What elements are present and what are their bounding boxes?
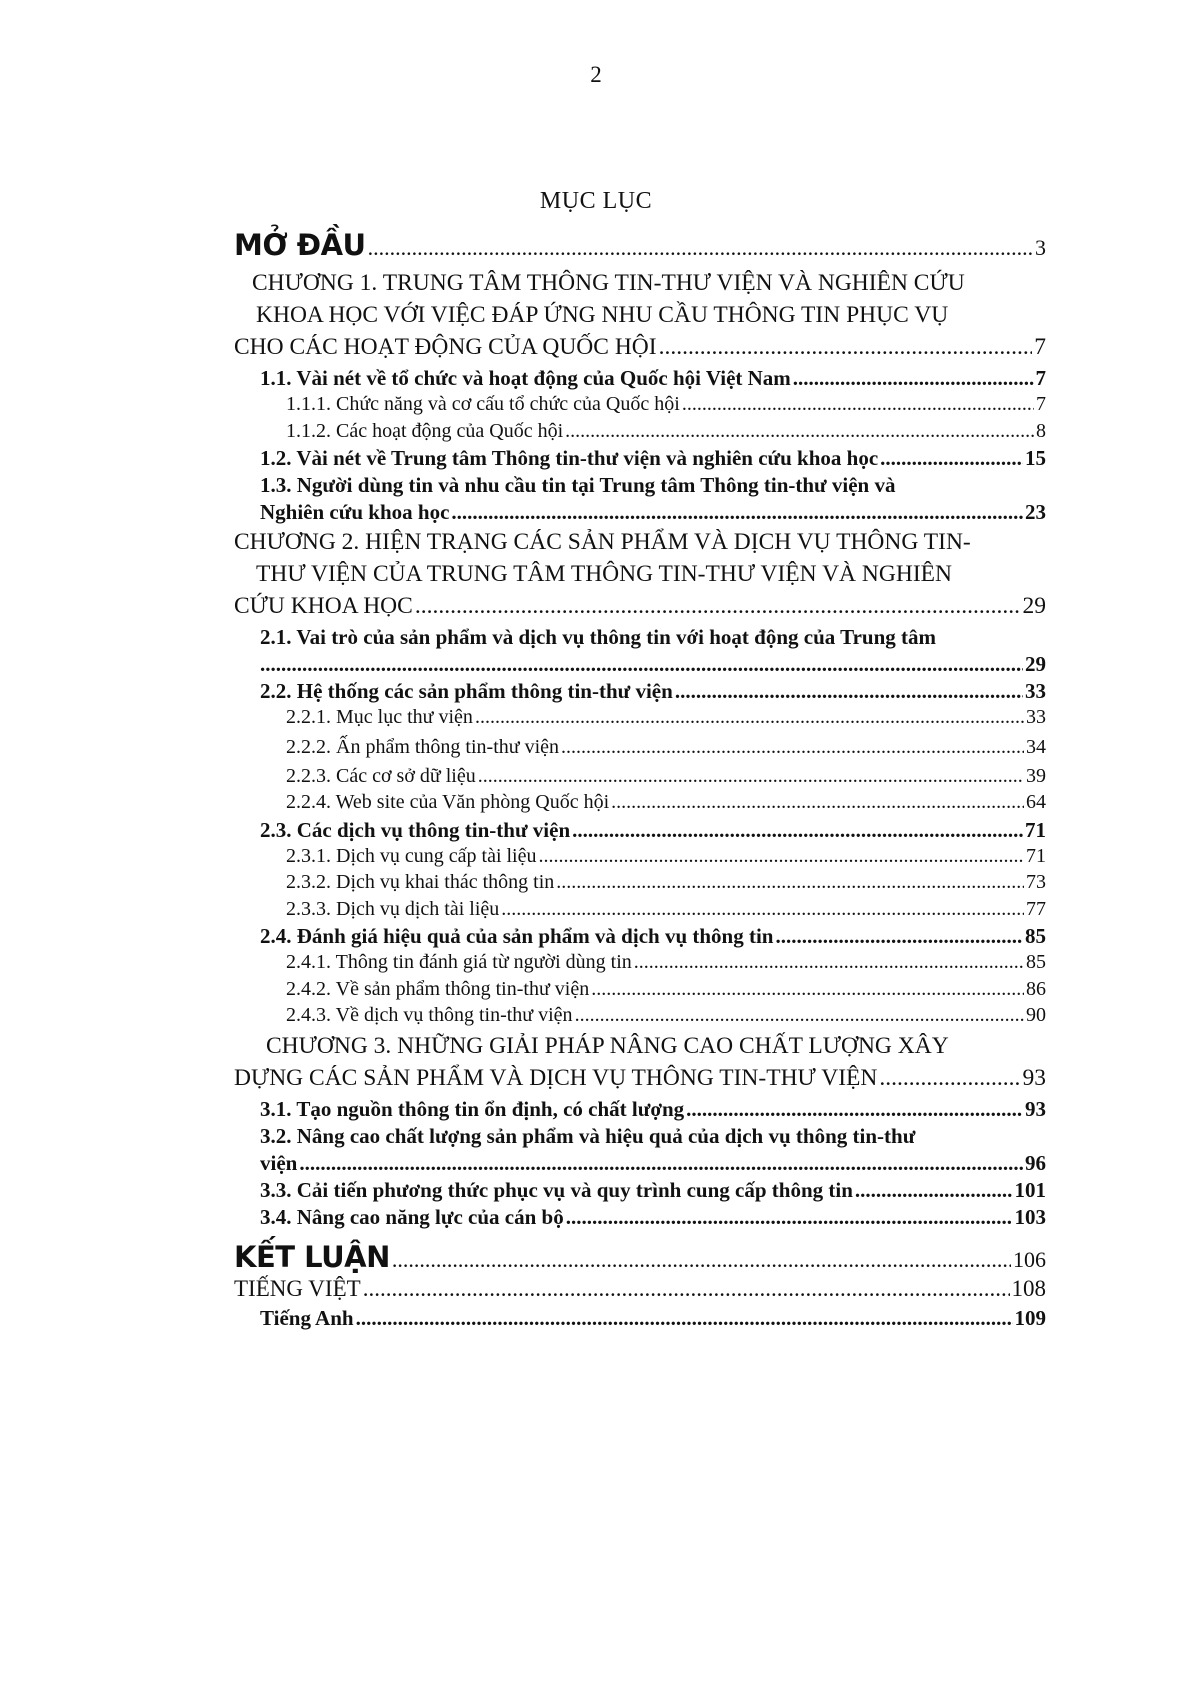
- entry-page: 3: [1035, 235, 1046, 260]
- entry-page: 86: [1026, 977, 1046, 1000]
- dot-leader: [634, 951, 1024, 974]
- dot-leader: [659, 334, 1033, 361]
- toc-entry-2-3-2[interactable]: [234, 871, 1046, 898]
- entry-page: 7: [1034, 334, 1046, 360]
- dot-leader: [776, 924, 1024, 949]
- dot-leader: [260, 652, 1023, 677]
- entry-page: 71: [1025, 817, 1046, 842]
- toc-entry-3-2[interactable]: [234, 1124, 1046, 1178]
- entry-label: 2.3.3. Dịch vụ dịch tài liệu: [286, 897, 500, 920]
- toc-entry-2-2-2[interactable]: [234, 733, 1046, 765]
- entry-page: 109: [1014, 1305, 1046, 1330]
- dot-leader: [501, 898, 1024, 921]
- toc-entry-2-4-1[interactable]: [234, 951, 1046, 978]
- toc-entry-3-4[interactable]: [234, 1205, 1046, 1232]
- entry-page: 39: [1026, 764, 1046, 787]
- dot-leader: [591, 978, 1024, 1001]
- entry-label: 2.3.1. Dịch vụ cung cấp tài liệu: [286, 844, 537, 867]
- toc-entry-chapter-3[interactable]: [234, 1033, 1046, 1097]
- toc-entry-1-1-1[interactable]: [234, 393, 1046, 420]
- entry-page: 71: [1026, 844, 1046, 867]
- entry-label: 2.3. Các dịch vụ thông tin-thư viện: [260, 817, 571, 842]
- table-of-contents: [234, 228, 1046, 1333]
- dot-leader: [682, 393, 1034, 416]
- toc-entry-tieng-viet[interactable]: [234, 1276, 1046, 1306]
- entry-label: 2.2.1. Mục lục thư viện: [286, 706, 473, 728]
- entry-label: 2.4.3. Về dịch vụ thông tin-thư viện: [286, 1004, 573, 1026]
- dot-leader: [575, 1004, 1024, 1027]
- entry-label: 3.3. Cải tiến phương thức phục vụ và quy trình cung cấp thông tin: [260, 1177, 853, 1202]
- toc-entry-mo-dau[interactable]: [234, 228, 1046, 264]
- toc-entry-tieng-anh[interactable]: [234, 1306, 1046, 1333]
- toc-entry-3-1[interactable]: [234, 1097, 1046, 1124]
- toc-entry-1-2[interactable]: [234, 446, 1046, 473]
- entry-label: Nghiên cứu khoa học: [260, 500, 450, 524]
- toc-entry-2-1[interactable]: [234, 625, 1046, 679]
- toc-entry-2-2[interactable]: [234, 679, 1046, 706]
- entry-page: 101: [1014, 1177, 1046, 1202]
- dot-leader: [855, 1178, 1013, 1203]
- toc-entry-2-2-3[interactable]: [234, 765, 1046, 792]
- entry-page: 7: [1035, 366, 1046, 390]
- entry-page: 93: [1025, 1096, 1046, 1121]
- toc-entry-2-3-1[interactable]: [234, 845, 1046, 872]
- dot-leader: [879, 1065, 1020, 1092]
- dot-leader: [451, 500, 1023, 525]
- toc-entry-ket-luan[interactable]: [234, 1240, 1046, 1276]
- chapter-line: CHƯƠNG 2. HIỆN TRẠNG CÁC SẢN PHẨM VÀ DỊCH VỤ THÔNG TIN-: [234, 529, 971, 555]
- toc-entry-chapter-2[interactable]: [234, 529, 1046, 625]
- toc-entry-2-4-3[interactable]: [234, 1004, 1046, 1031]
- toc-title: MỤC LỤC: [539, 188, 653, 214]
- entry-label: 1.1. Vài nét về tổ chức và hoạt động của Quốc hội Việt Nam: [260, 366, 791, 390]
- dot-leader: [363, 1276, 1010, 1302]
- entry-label: KẾT LUẬN: [234, 1239, 390, 1274]
- entry-label: 1.1.2. Các hoạt động của Quốc hội: [286, 419, 564, 442]
- toc-entry-2-2-1[interactable]: [234, 706, 1046, 733]
- entry-page: 29: [1025, 652, 1046, 676]
- dot-leader: [299, 1151, 1023, 1176]
- entry-page: 96: [1025, 1150, 1046, 1175]
- entry-label: viện: [260, 1150, 298, 1175]
- entry-label: 3.4. Nâng cao năng lực của cán bộ: [260, 1204, 564, 1229]
- dot-leader: [478, 765, 1024, 788]
- entry-page: 108: [1011, 1275, 1046, 1301]
- dot-leader: [611, 791, 1024, 814]
- chapter-line: KHOA HỌC VỚI VIỆC ĐÁP ỨNG NHU CẦU THÔNG TIN PHỤC VỤ: [256, 302, 949, 328]
- entry-page: 77: [1026, 897, 1046, 920]
- toc-entry-2-3-3[interactable]: [234, 898, 1046, 925]
- dot-leader: [475, 706, 1024, 729]
- entry-label: 2.4.1. Thông tin đánh giá từ người dùng tin: [286, 951, 632, 973]
- toc-entry-2-3[interactable]: [234, 818, 1046, 845]
- dot-leader: [356, 1306, 1013, 1331]
- entry-label: 2.2.2. Ấn phẩm thông tin-thư viện: [286, 735, 560, 758]
- entry-label: 2.2. Hệ thống các sản phẩm thông tin-thư viện: [260, 679, 673, 703]
- entry-page: 85: [1026, 951, 1046, 973]
- entry-page: 15: [1025, 446, 1046, 470]
- entry-page: 8: [1036, 419, 1046, 442]
- entry-label: 3.2. Nâng cao chất lượng sản phẩm và hiệu quả của dịch vụ thông tin-thư: [260, 1123, 916, 1148]
- toc-entry-1-3[interactable]: [234, 473, 1046, 527]
- entry-label: 1.3. Người dùng tin và nhu cầu tin tại Trung tâm Thông tin-thư viện và: [260, 473, 896, 497]
- toc-entry-2-4-2[interactable]: [234, 978, 1046, 1005]
- entry-page: 90: [1026, 1004, 1046, 1026]
- entry-page: 34: [1026, 735, 1046, 758]
- entry-label: Tiếng Anh: [260, 1305, 354, 1330]
- entry-page: 106: [1013, 1246, 1046, 1272]
- entry-label: 3.1. Tạo nguồn thông tin ổn định, có chất lượng: [260, 1096, 685, 1121]
- entry-page: 7: [1036, 393, 1046, 415]
- dot-leader: [561, 736, 1024, 759]
- entry-label: 1.1.1. Chức năng và cơ cấu tổ chức của Quốc hội: [286, 393, 680, 415]
- dot-leader: [793, 366, 1034, 391]
- entry-page: 64: [1026, 791, 1046, 813]
- entry-page: 29: [1022, 593, 1046, 619]
- toc-entry-2-4[interactable]: [234, 924, 1046, 951]
- entry-label: 1.2. Vài nét về Trung tâm Thông tin-thư viện và nghiên cứu khoa học: [260, 446, 879, 470]
- entry-label: 2.4. Đánh giá hiệu quả của sản phẩm và dịch vụ thông tin: [260, 924, 774, 948]
- dot-leader: [539, 845, 1025, 868]
- dot-leader: [880, 446, 1023, 471]
- page-number: 2: [590, 62, 602, 87]
- chapter-line: THƯ VIỆN CỦA TRUNG TÂM THÔNG TIN-THƯ VIỆN VÀ NGHIÊN: [256, 561, 952, 587]
- entry-page: 33: [1025, 679, 1046, 703]
- dot-leader: [368, 232, 1033, 262]
- toc-entry-3-3[interactable]: [234, 1178, 1046, 1205]
- entry-page: 103: [1014, 1204, 1046, 1229]
- entry-label: 2.2.3. Các cơ sở dữ liệu: [286, 764, 476, 787]
- dot-leader: [572, 818, 1023, 843]
- entry-page: 73: [1026, 871, 1046, 893]
- entry-page: 33: [1026, 706, 1046, 728]
- entry-page: 93: [1022, 1064, 1046, 1091]
- entry-label: MỞ ĐẦU: [234, 228, 366, 262]
- entry-page: 85: [1025, 924, 1046, 948]
- entry-label: 2.1. Vai trò của sản phẩm và dịch vụ thông tin với hoạt động của Trung tâm: [260, 625, 936, 649]
- chapter-line: CHƯƠNG 1. TRUNG TÂM THÔNG TIN-THƯ VIỆN VÀ NGHIÊN CỨU: [252, 270, 965, 296]
- dot-leader: [675, 679, 1023, 704]
- chapter-line: CHO CÁC HOẠT ĐỘNG CỦA QUỐC HỘI: [234, 334, 657, 360]
- entry-label: 2.4.2. Về sản phẩm thông tin-thư viện: [286, 977, 590, 1000]
- toc-entry-1-1-2[interactable]: [234, 420, 1046, 447]
- dot-leader: [686, 1097, 1023, 1122]
- chapter-line: CHƯƠNG 3. NHỮNG GIẢI PHÁP NÂNG CAO CHẤT LƯỢNG XÂY: [266, 1032, 949, 1059]
- chapter-line: CỨU KHOA HỌC: [234, 593, 413, 619]
- dot-leader: [415, 593, 1021, 620]
- toc-entry-1-1[interactable]: [234, 366, 1046, 393]
- dot-leader: [392, 1244, 1011, 1274]
- entry-label: TIẾNG VIỆT: [234, 1275, 361, 1301]
- toc-entry-2-2-4[interactable]: [234, 791, 1046, 818]
- dot-leader: [556, 871, 1024, 894]
- entry-page: 23: [1025, 500, 1046, 524]
- toc-entry-chapter-1[interactable]: [234, 270, 1046, 366]
- dot-leader: [565, 420, 1034, 443]
- chapter-line: DỰNG CÁC SẢN PHẨM VÀ DỊCH VỤ THÔNG TIN-THƯ VIỆN: [234, 1064, 878, 1091]
- dot-leader: [566, 1205, 1013, 1230]
- entry-label: 2.3.2. Dịch vụ khai thác thông tin: [286, 871, 555, 893]
- entry-label: 2.2.4. Web site của Văn phòng Quốc hội: [286, 791, 610, 813]
